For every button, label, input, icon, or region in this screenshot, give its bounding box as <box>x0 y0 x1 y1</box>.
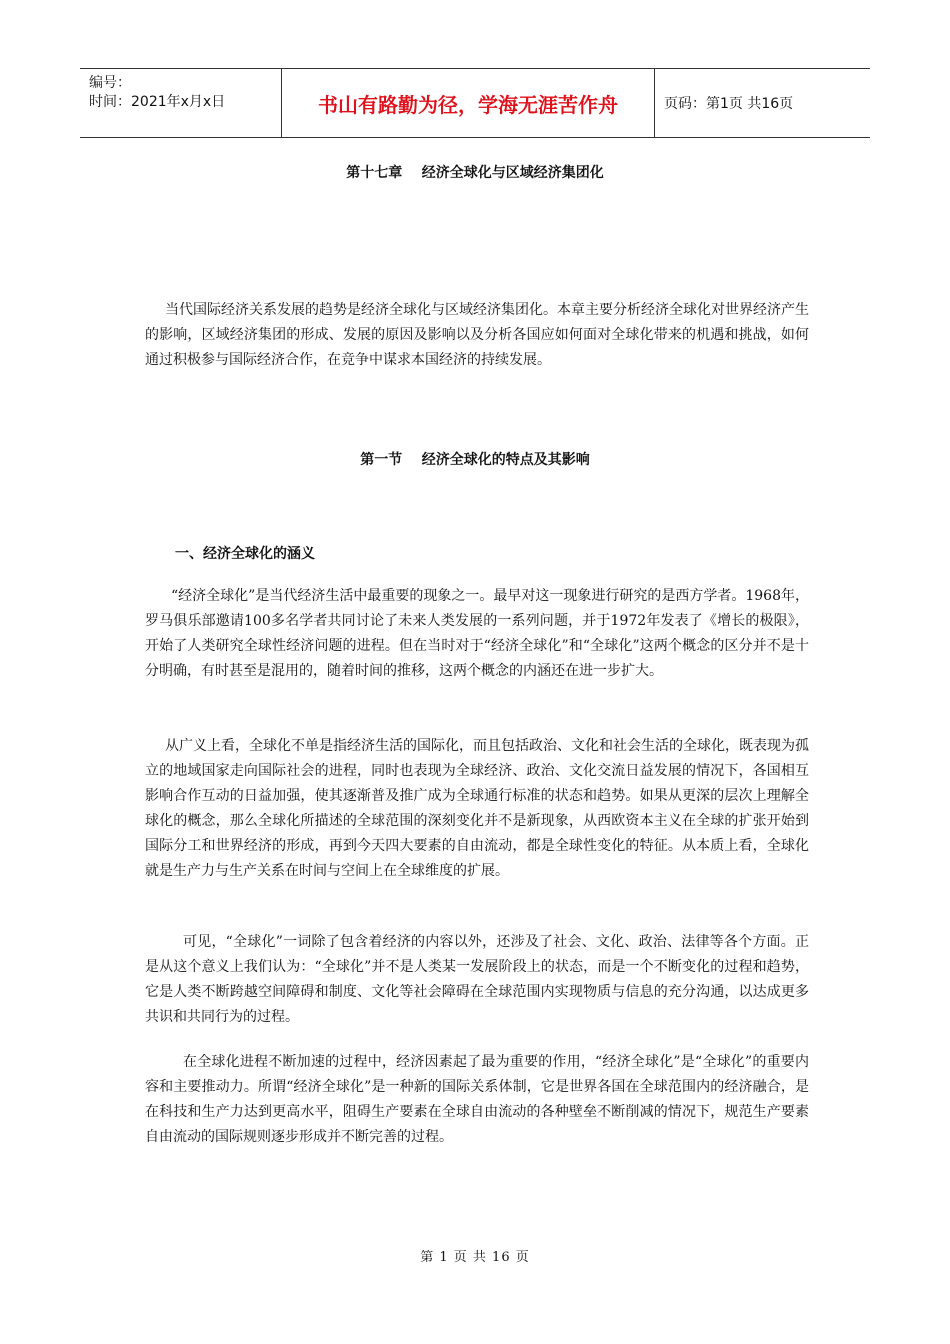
intro-paragraph: 当代国际经济关系发展的趋势是经济全球化与区域经济集团化。本章主要分析经济全球化对世界经济产生的影响，区域经济集团的形成、发展的原因及影响以及分析各国应如何面对全球化带来的机遇和挑战，如何通过积极参与国际经济合作，在竞争中谋求本国经济的持续发展。 <box>145 302 809 368</box>
body-paragraph: “经济全球化”是当代经济生活中最重要的现象之一。最早对这一现象进行研究的是西方学者。1968年，罗马俱乐部邀请100多名学者共同讨论了未来人类发展的一系列问题，并于1972年发表了《增长的极限》，开始了人类研究全球性经济问题的进程。但在当时对于“经济全球化”和“全球化”这两个概念的区分并不是十分明确，有时甚至是混用的，随着时间的推移，这两个概念的内涵还在进一步扩大。 <box>145 588 809 679</box>
page-footer: 第 1 页 共 16 页 <box>420 1250 530 1265</box>
section-title: 第一节 经济全球化的特点及其影响 <box>360 452 590 468</box>
body-paragraph: 从广义上看，全球化不单是指经济生活的国际化，而且包括政治、文化和社会生活的全球化，既表现为孤立的地域国家走向国际社会的进程，同时也表现为全球经济、政治、文化交流日益发展的情况下，各国相互影响合作互动的日益加强，使其逐渐普及推广成为全球通行标准的状态和趋势。如果从更深的层次上理解全球化的概念，那么全球化所描述的全球范围的深刻变化并不是新现象，从西欧资本主义在全球的扩张开始到国际分工和世界经济的形成，再到今天四大要素的自由流动，都是全球性变化的特征。从本质上看，全球化就是生产力与生产关系在时间与空间上在全球维度的扩展。 <box>145 738 809 879</box>
document-date: 时间：2021年x月x日 <box>89 94 226 110</box>
chapter-title: 第十七章 经济全球化与区域经济集团化 <box>346 165 604 181</box>
body-paragraph: 可见，“全球化”一词除了包含着经济的内容以外，还涉及了社会、文化、政治、法律等各个方面。正是从这个意义上我们认为：“全球化”并不是人类某一发展阶段上的状态，而是一个不断变化的过程和趋势，它是人类不断跨越空间障碍和制度、文化等社会障碍在全球范围内实现物质与信息的充分沟通，以达成更多共识和共同行为的过程。 <box>145 934 809 1025</box>
header-page-info: 页码：第1页 共16页 <box>664 96 794 112</box>
document-number-label: 编号： <box>89 75 131 91</box>
header-meta <box>80 69 281 137</box>
header-motto: 书山有路勤为径，学海无涯苦作舟 <box>281 69 655 137</box>
body-paragraph: 在全球化进程不断加速的过程中，经济因素起了最为重要的作用，“经济全球化”是“全球化”的重要内容和主要推动力。所谓“经济全球化”是一种新的国际关系体制，它是世界各国在全球范围内的经济融合，是在科技和生产力达到更高水平，阻碍生产要素在全球自由流动的各种壁垒不断削减的情况下，规范生产要素自由流动的国际规则逐步形成并不断完善的过程。 <box>145 1054 809 1145</box>
page-header <box>80 68 870 138</box>
subsection-title: 一、经济全球化的涵义 <box>175 546 315 562</box>
